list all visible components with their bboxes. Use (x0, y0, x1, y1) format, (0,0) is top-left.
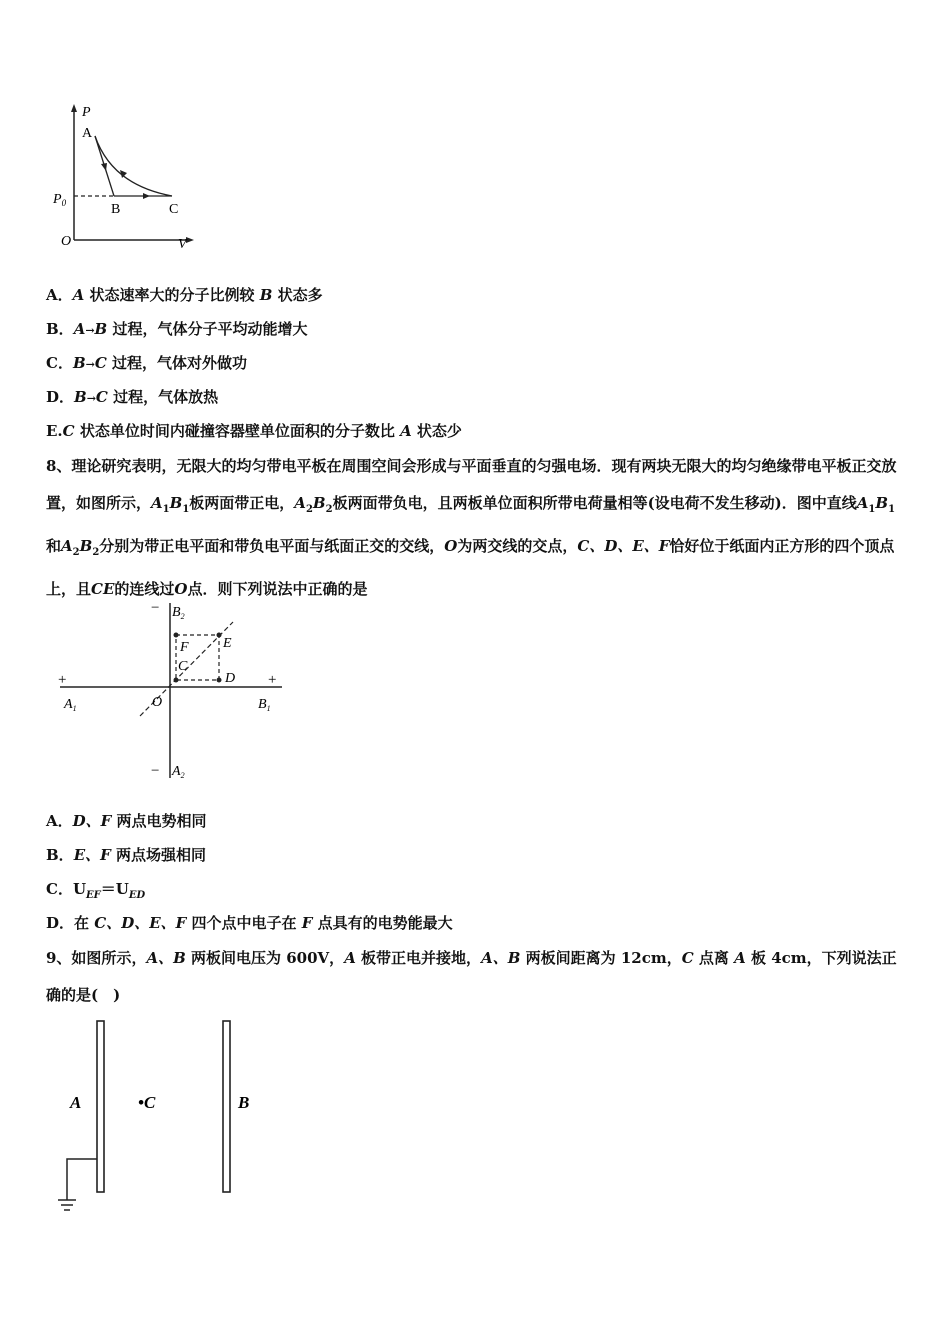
arrow-a-b (101, 163, 107, 171)
sign-minus-bottom: − (151, 763, 160, 779)
q8-option-b: B．E、F 两点场强相同 (46, 846, 207, 864)
p-axis-label: P (82, 105, 91, 120)
sign-plus-left: + (58, 672, 67, 688)
plate-b-label: B (238, 1093, 250, 1112)
point-c (174, 678, 179, 683)
q7-option-c: C．B→C 过程，气体对外做功 (46, 354, 248, 372)
label-b1: $B_1$ (258, 697, 271, 713)
label-a2: $A_2$ (172, 764, 185, 780)
parallel-plates-diagram (50, 1015, 270, 1220)
label-f: F (180, 640, 189, 655)
label-o: O (152, 695, 163, 710)
point-d (217, 678, 222, 683)
plate-a-label: A (70, 1093, 82, 1112)
q7-option-e: E.C 状态单位时间内碰撞容器壁单位面积的分子数比 A 状态少 (46, 422, 462, 440)
origin-label: O (61, 234, 72, 249)
point-f (174, 633, 179, 638)
point-e (217, 633, 222, 638)
sign-minus-top: − (151, 600, 160, 616)
pv-diagram (50, 100, 200, 255)
q7-option-d: D．B→C 过程，气体放热 (46, 388, 219, 406)
arrow-b-c (143, 193, 150, 199)
label-c: C (178, 659, 188, 674)
q9-stem: 9、如图所示，A、B 两板间电压为 600V，A 板带正电并接地，A、B 两板间距离为 12cm，C 点离 A 板 4cm，下列说法正确的是( ) (46, 949, 897, 1004)
plate-a (97, 1021, 104, 1192)
v-axis-label: V (178, 237, 187, 252)
label-b2: $B_2$ (172, 605, 185, 621)
q7-option-a: A．A 状态速率大的分子比例较 B 状态多 (46, 286, 323, 304)
v-axis-arrow (186, 237, 194, 243)
point-b-label: B (111, 202, 121, 217)
plate-b (223, 1021, 230, 1192)
q7-option-b: B．A→B 过程，气体分子平均动能增大 (46, 320, 308, 338)
sign-plus-right: + (268, 672, 277, 688)
point-a-label: A (82, 126, 93, 141)
label-a1: $A_1$ (64, 697, 77, 713)
ground-wire (67, 1159, 97, 1200)
q8-option-c: C．$U_{EF}=U_{ED}$ (46, 880, 146, 901)
p-axis-arrow (71, 104, 77, 112)
charged-planes-diagram (50, 598, 290, 783)
q8-stem: 8、理论研究表明，无限大的均匀带电平板在周围空间会形成与平面垂直的匀强电场．现有两块无限大的均匀绝缘带电平板正交放置，如图所示，$A_1B_1$板两面带正电，$A_2B_2$板两面带负电，且两板单位面积所带电荷量相等(设电荷不发生移动)．图中直线$A_1B_1$和$A_2B_2$分别为带正电平面和带负电平面与纸面正交的交线，O为两交线的交点，C、D、E、F恰好位于纸面内正方形的四个顶点上，且CE的连线过O点．则下列说法中正确的是 (46, 457, 897, 598)
label-d: D (225, 671, 236, 686)
p0-label: $P_0$ (53, 192, 67, 208)
point-c-label: •C (138, 1093, 156, 1112)
label-e: E (223, 636, 232, 651)
q8-option-a: A．D、F 两点电势相同 (46, 812, 207, 830)
q8-option-d: D．在 C、D、E、F 四个点中电子在 F 点具有的电势能最大 (46, 914, 453, 932)
point-c-label: C (169, 202, 179, 217)
